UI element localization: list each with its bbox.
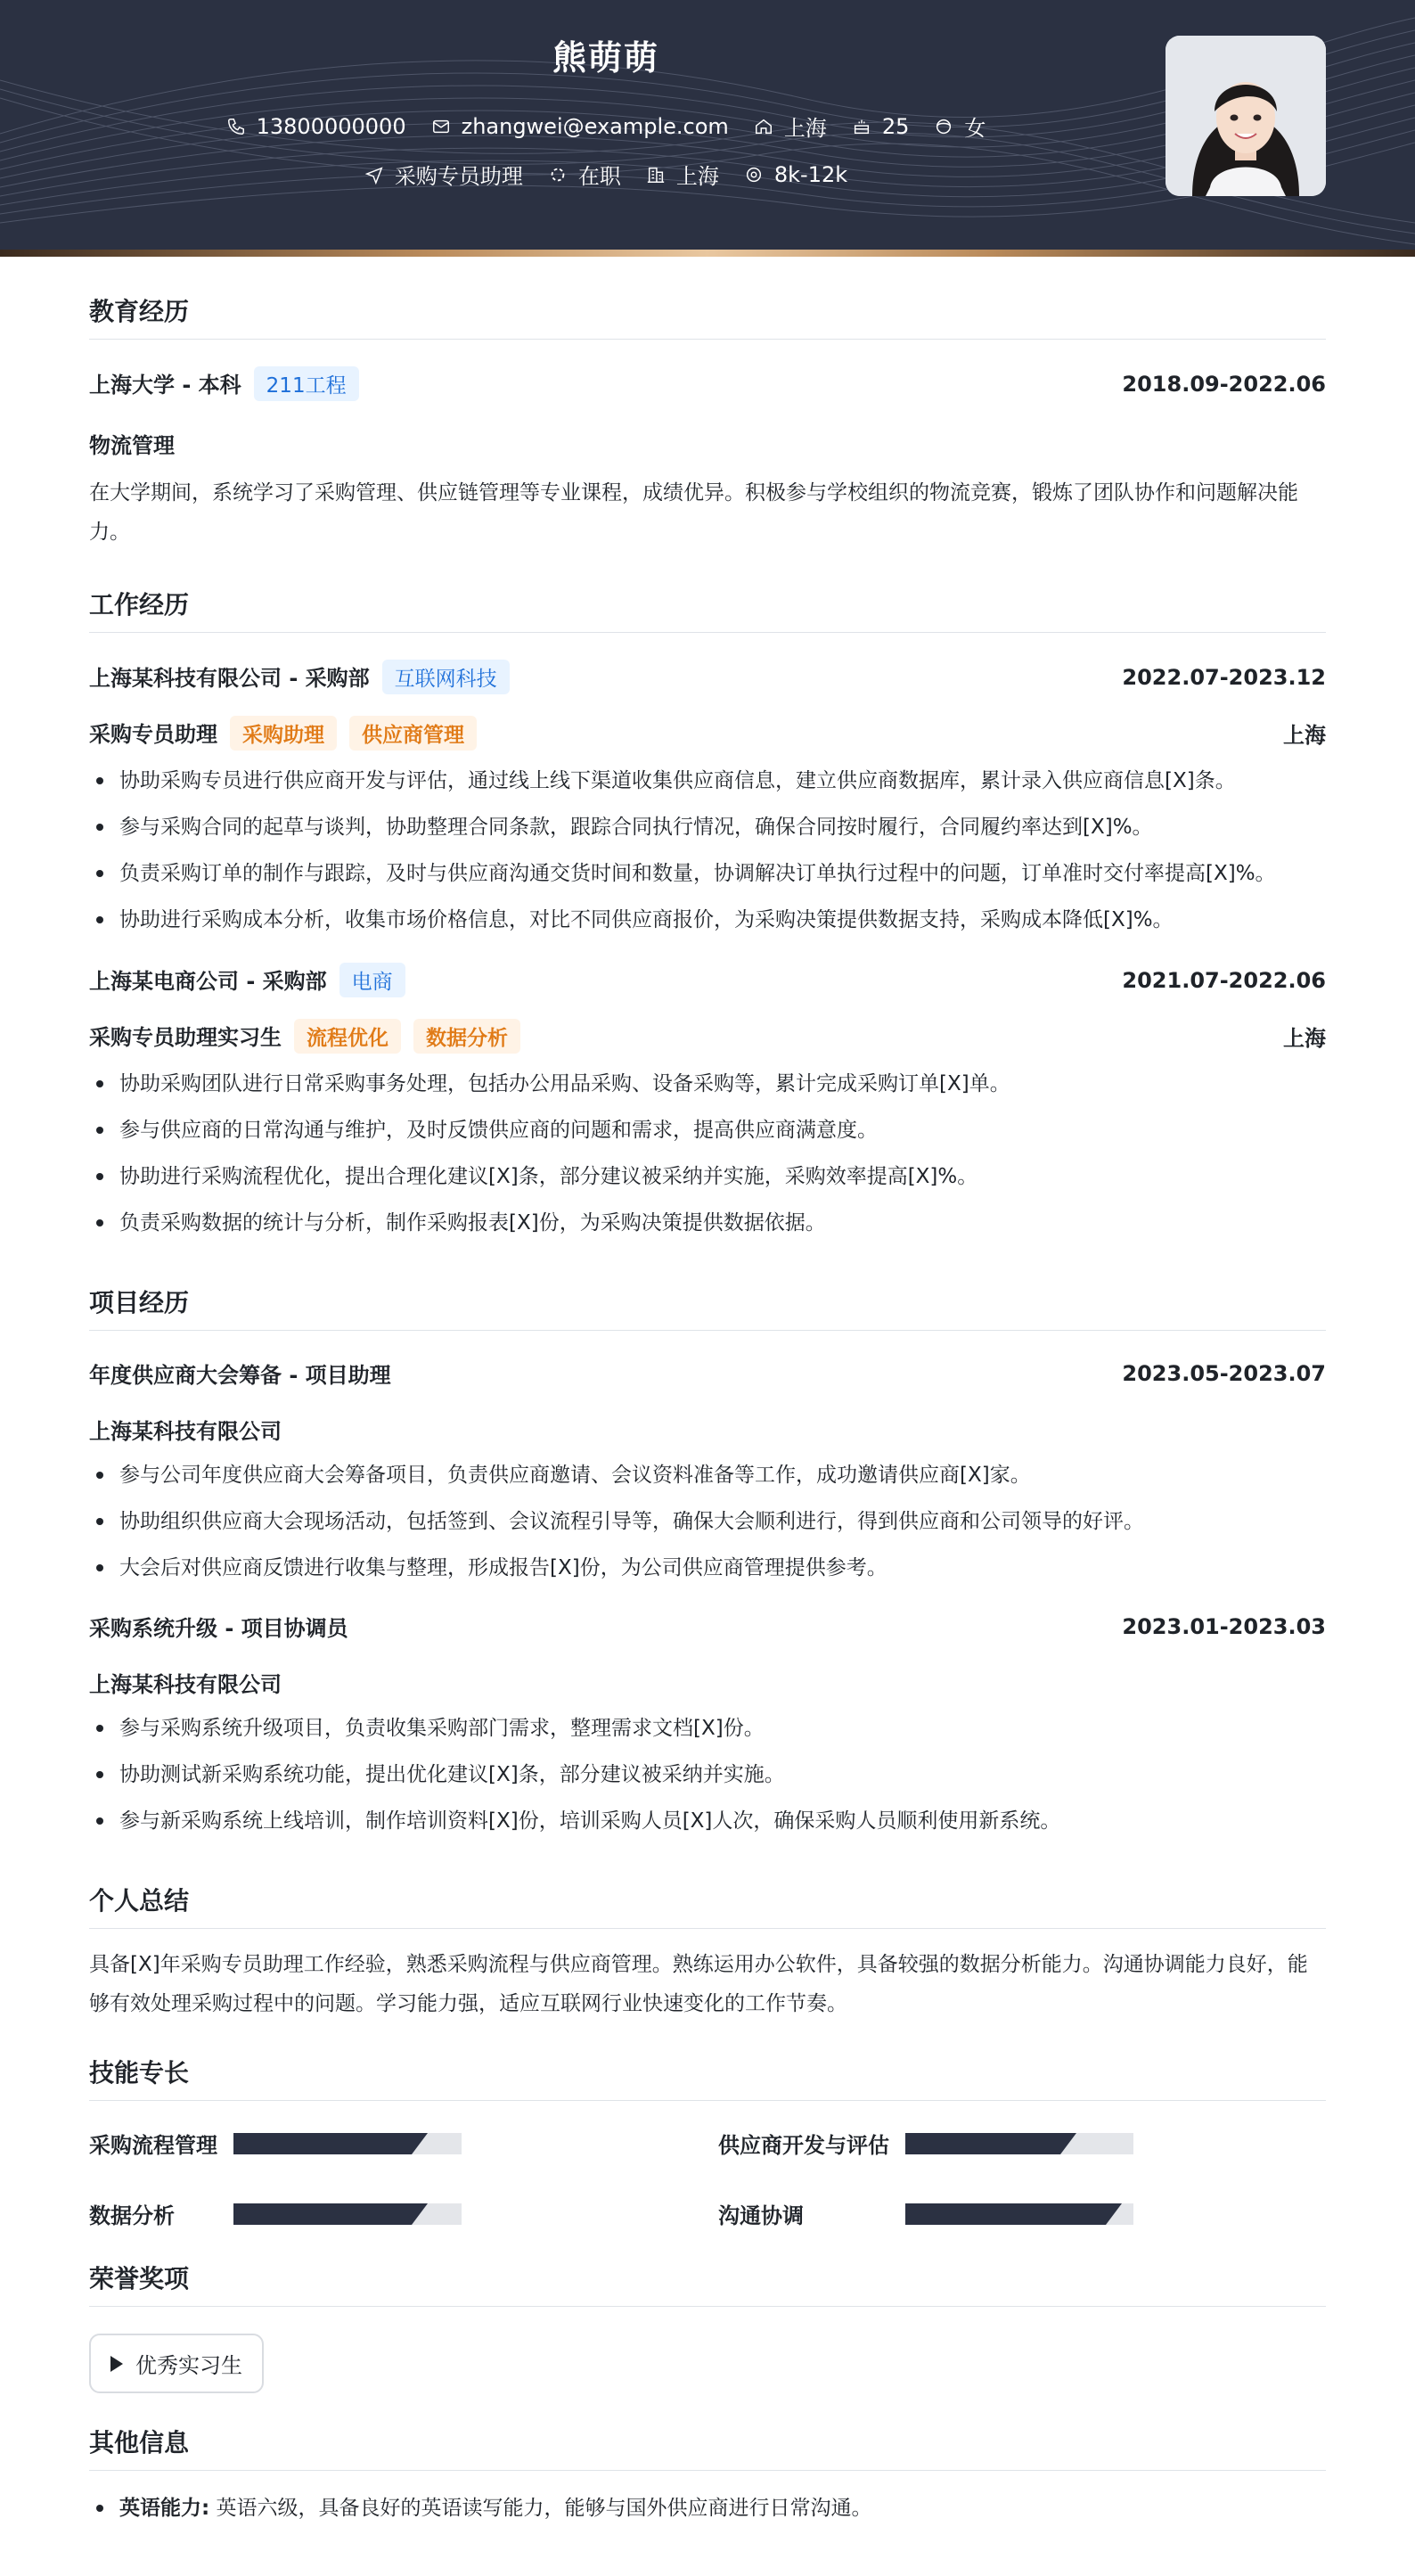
position-name: 采购专员助理实习生 <box>89 1025 282 1050</box>
skill-bar-fill <box>233 2203 412 2225</box>
section-title-honors: 荣誉奖项 <box>89 2260 1326 2307</box>
age-text: 25 <box>881 113 910 139</box>
city-text: 上海 <box>675 164 719 189</box>
skill-tag: 供应商管理 <box>349 716 477 751</box>
home-icon <box>754 117 773 136</box>
honors-section <box>89 2260 1326 2393</box>
project-name: 年度供应商大会筹备 - 项目助理 <box>89 1363 391 1388</box>
play-icon <box>110 2356 123 2372</box>
contact-info-row <box>0 111 1212 142</box>
skill-bar <box>233 2133 462 2154</box>
phone-item <box>226 111 406 142</box>
skill-item <box>718 2198 1326 2229</box>
gender-item <box>934 111 986 142</box>
industry-tag: 互联网科技 <box>382 660 510 694</box>
honor-label: 优秀实习生 <box>135 2353 242 2378</box>
list-item: 参与采购合同的起草与谈判，协助整理合同条款，跟踪合同执行情况，确保合同按时履行，合同履约率达到[X]%。 <box>89 804 1326 850</box>
work-item <box>89 963 1326 1246</box>
salary-item <box>744 159 847 190</box>
project-item <box>89 1358 1326 1591</box>
skill-bar <box>905 2133 1133 2154</box>
work-period: 2022.07-2023.12 <box>1122 664 1326 690</box>
list-item: 协助采购专员进行供应商开发与评估，通过线上线下渠道收集供应商信息，建立供应商数据库，累计录入供应商信息[X]条。 <box>89 758 1326 804</box>
industry-tag: 电商 <box>339 963 405 997</box>
list-item: 参与公司年度供应商大会筹备项目，负责供应商邀请、会议资料准备等工作，成功邀请供应商[X]家。 <box>89 1452 1326 1498</box>
work-item <box>89 660 1326 943</box>
education-period: 2018.09-2022.06 <box>1122 371 1326 397</box>
company-name: 上海某科技有限公司 - 采购部 <box>89 666 370 691</box>
other-label: 英语能力: <box>119 2497 210 2520</box>
resume-body <box>89 257 1326 2531</box>
profile-photo <box>1166 36 1326 196</box>
company-name: 上海某电商公司 - 采购部 <box>89 969 327 994</box>
list-item <box>89 2485 1326 2531</box>
work-bullets <box>89 1061 1326 1246</box>
coin-icon <box>744 165 764 185</box>
candidate-name: 熊萌萌 <box>552 38 659 78</box>
summary-section <box>89 1882 1326 2023</box>
project-period: 2023.05-2023.07 <box>1122 1360 1326 1386</box>
list-item: 协助采购团队进行日常采购事务处理，包括办公用品采购、设备采购等，累计完成采购订单[X]单。 <box>89 1061 1326 1107</box>
project-period: 2023.01-2023.03 <box>1122 1613 1326 1639</box>
skill-bar <box>905 2203 1133 2225</box>
skill-item <box>89 2198 718 2229</box>
skill-name: 供应商开发与评估 <box>718 2133 889 2158</box>
skills-grid <box>89 2128 1326 2229</box>
list-item: 参与新采购系统上线培训，制作培训资料[X]份，培训采购人员[X]人次，确保采购人员顺利使用新系统。 <box>89 1798 1326 1844</box>
section-title-other: 其他信息 <box>89 2424 1326 2471</box>
list-item: 负责采购数据的统计与分析，制作采购报表[X]份，为采购决策提供数据依据。 <box>89 1200 1326 1246</box>
job-title-item <box>364 159 523 190</box>
job-info-row <box>0 159 1212 190</box>
project-item <box>89 1611 1326 1844</box>
portrait-illustration <box>1166 36 1326 196</box>
skills-section <box>89 2054 1326 2229</box>
skill-item <box>89 2128 718 2159</box>
project-bullets <box>89 1705 1326 1844</box>
work-location: 上海 <box>1283 723 1326 748</box>
education-header-row <box>89 366 1326 401</box>
skill-bar <box>233 2203 462 2225</box>
skill-name: 沟通协调 <box>718 2203 804 2228</box>
skill-tag: 数据分析 <box>413 1019 520 1054</box>
list-item: 参与供应商的日常沟通与维护，及时反馈供应商的问题和需求，提高供应商满意度。 <box>89 1107 1326 1153</box>
skill-item <box>718 2128 1326 2159</box>
mail-icon <box>431 117 451 136</box>
work-position-line <box>89 1019 520 1054</box>
resume-header <box>0 0 1415 250</box>
work-position-line <box>89 716 477 751</box>
list-item: 大会后对供应商反馈进行收集与整理，形成报告[X]份，为公司供应商管理提供参考。 <box>89 1545 1326 1591</box>
skill-name: 采购流程管理 <box>89 2133 217 2158</box>
building-icon <box>646 165 666 185</box>
honor-badge[interactable] <box>89 2334 264 2393</box>
skill-name: 数据分析 <box>89 2203 175 2228</box>
list-item: 协助测试新采购系统功能，提出优化建议[X]条，部分建议被采纳并实施。 <box>89 1752 1326 1798</box>
work-period: 2021.07-2022.06 <box>1122 967 1326 993</box>
cake-icon <box>852 117 871 136</box>
hometown-item <box>754 111 827 142</box>
skill-bar-fill <box>905 2203 1106 2225</box>
summary-text: 具备[X]年采购专员助理工作经验，熟悉采购流程与供应商管理。熟练运用办公软件，具备较强的数据分析能力。沟通协调能力良好，能够有效处理采购过程中的问题。学习能力强，适应互联网行业快速变化的工作节奏。 <box>89 1953 1308 2015</box>
section-title-work: 工作经历 <box>89 586 1326 633</box>
work-company-line <box>89 660 510 694</box>
status-text: 在职 <box>577 164 621 189</box>
skill-bar-fill <box>905 2133 1060 2154</box>
list-item: 协助进行采购流程优化，提出合理化建议[X]条，部分建议被采纳并实施，采购效率提高[X]%。 <box>89 1153 1326 1200</box>
work-position-row <box>89 716 1326 751</box>
skill-tag: 流程优化 <box>294 1019 401 1054</box>
phone-text: 13800000000 <box>256 113 406 139</box>
project-org: 上海某科技有限公司 <box>89 1419 282 1444</box>
work-header-row <box>89 963 1326 997</box>
gender-text: 女 <box>964 116 986 141</box>
list-item: 负责采购订单的制作与跟踪，及时与供应商沟通交货时间和数量，协调解决订单执行过程中的问题，订单准时交付率提高[X]%。 <box>89 850 1326 897</box>
header-accent-bar <box>0 250 1415 257</box>
school-tag: 211工程 <box>254 366 359 401</box>
project-header-row <box>89 1358 1326 1389</box>
education-description: 在大学期间，系统学习了采购管理、供应链管理等专业课程，成绩优异。积极参与学校组织的物流竞赛，锻炼了团队协作和问题解决能力。 <box>89 481 1298 544</box>
project-name: 采购系统升级 - 项目协调员 <box>89 1616 348 1641</box>
section-title-education: 教育经历 <box>89 292 1326 340</box>
work-header-row <box>89 660 1326 694</box>
list-item: 协助进行采购成本分析，收集市场价格信息，对比不同供应商报价，为采购决策提供数据支持，采购成本降低[X]%。 <box>89 897 1326 943</box>
age-item <box>852 111 910 142</box>
status-icon <box>548 165 568 185</box>
work-company-line <box>89 963 405 997</box>
education-major: 物流管理 <box>89 433 175 458</box>
work-location: 上海 <box>1283 1026 1326 1051</box>
email-item <box>431 111 729 142</box>
other-text: 英语六级，具备良好的英语读写能力，能够与国外供应商进行日常沟通。 <box>216 2497 872 2520</box>
position-name: 采购专员助理 <box>89 722 217 747</box>
education-school-line <box>89 366 359 401</box>
email-text: zhangwei@example.com <box>461 113 729 139</box>
project-bullets <box>89 1452 1326 1591</box>
job-title-text: 采购专员助理 <box>394 164 523 189</box>
city-item <box>646 159 719 190</box>
user-face-icon <box>934 117 953 136</box>
list-item: 协助组织供应商大会现场活动，包括签到、会议流程引导等，确保大会顺利进行，得到供应商和公司领导的好评。 <box>89 1498 1326 1545</box>
education-section <box>89 292 1326 552</box>
other-list <box>89 2485 1326 2531</box>
projects-section <box>89 1284 1326 1844</box>
project-header-row <box>89 1611 1326 1642</box>
skill-tag: 采购助理 <box>230 716 337 751</box>
work-section <box>89 586 1326 1246</box>
section-title-projects: 项目经历 <box>89 1284 1326 1331</box>
send-icon <box>364 165 384 185</box>
work-position-row <box>89 1019 1326 1054</box>
section-title-summary: 个人总结 <box>89 1882 1326 1929</box>
other-section <box>89 2424 1326 2531</box>
hometown-text: 上海 <box>783 116 827 141</box>
section-title-skills: 技能专长 <box>89 2054 1326 2101</box>
list-item: 参与采购系统升级项目，负责收集采购部门需求，整理需求文档[X]份。 <box>89 1705 1326 1752</box>
status-item <box>548 159 621 190</box>
work-bullets <box>89 758 1326 943</box>
project-org: 上海某科技有限公司 <box>89 1672 282 1697</box>
phone-icon <box>226 117 246 136</box>
school-name: 上海大学 - 本科 <box>89 373 241 398</box>
skill-bar-fill <box>233 2133 412 2154</box>
salary-text: 8k-12k <box>773 161 848 187</box>
